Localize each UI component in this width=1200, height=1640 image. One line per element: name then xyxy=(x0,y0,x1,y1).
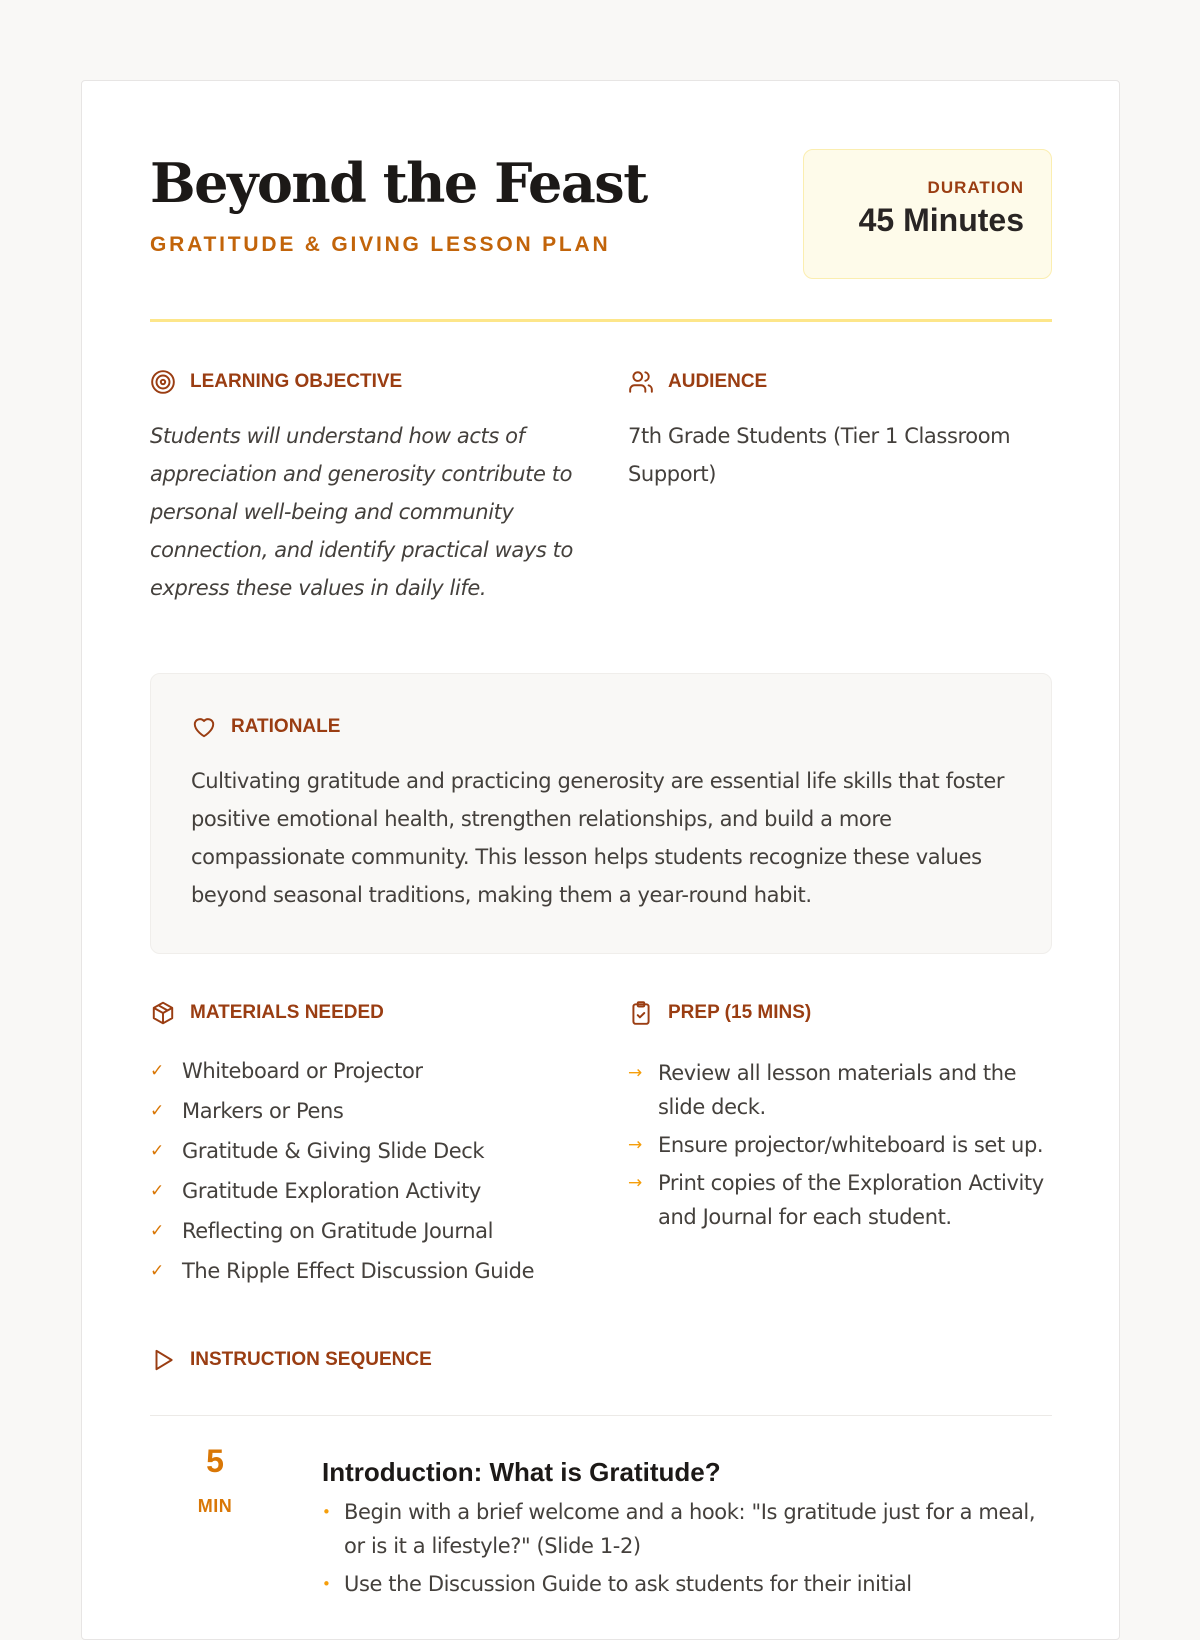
prep-step-text: Review all lesson materials and the slide deck. xyxy=(658,1061,1017,1119)
sequence-heading-label: INSTRUCTION SEQUENCE xyxy=(190,1349,432,1370)
rationale-heading-label: RATIONALE xyxy=(231,716,341,737)
list-item xyxy=(628,1056,1052,1124)
rationale-panel xyxy=(150,673,1052,954)
duration-badge xyxy=(803,149,1052,279)
header-divider xyxy=(150,319,1052,322)
list-item xyxy=(322,1495,1052,1563)
step-title: Introduction: What is Gratitude? xyxy=(322,1457,721,1487)
duration-value: 45 Minutes xyxy=(858,202,1024,238)
bullet-dot-icon: • xyxy=(322,1575,331,1593)
rationale-text: Cultivating gratitude and practicing generosity are essential life skills that foster positive emotional health, strengthen relationships, and build a more compassionate community. This lesson helps students recognize these values beyond seasonal traditions, making them a year-round habit. xyxy=(191,769,1005,907)
list-item xyxy=(628,1166,1052,1234)
list-item xyxy=(322,1567,1052,1601)
material-label: Reflecting on Gratitude Journal xyxy=(182,1219,494,1243)
list-item xyxy=(150,1091,590,1131)
list-item xyxy=(150,1131,590,1171)
check-icon: ✓ xyxy=(150,1141,164,1161)
check-icon: ✓ xyxy=(150,1061,164,1081)
materials-list xyxy=(150,1051,590,1291)
page-subtitle: GRATITUDE & GIVING LESSON PLAN xyxy=(150,233,611,256)
material-label: The Ripple Effect Discussion Guide xyxy=(182,1259,535,1283)
step-bullet-text: Begin with a brief welcome and a hook: "Is gratitude just for a meal, or is it a lifestyle?" (Slide 1-2) xyxy=(344,1500,1036,1558)
lesson-plan-card xyxy=(81,80,1120,1640)
list-item xyxy=(628,1128,1052,1162)
check-icon: ✓ xyxy=(150,1221,164,1241)
duration-label: DURATION xyxy=(927,178,1024,197)
list-item xyxy=(150,1251,590,1291)
audience-heading xyxy=(628,369,767,395)
step-bullet-text: Use the Discussion Guide to ask students for their initial xyxy=(344,1572,912,1596)
materials-heading xyxy=(150,1000,384,1026)
audience-heading-label: AUDIENCE xyxy=(668,371,768,392)
material-label: Gratitude Exploration Activity xyxy=(182,1179,481,1203)
prep-heading xyxy=(628,1000,811,1026)
package-icon xyxy=(150,1000,176,1026)
check-icon: ✓ xyxy=(150,1181,164,1201)
materials-heading-label: MATERIALS NEEDED xyxy=(190,1002,384,1023)
audience-text: 7th Grade Students (Tier 1 Classroom Support) xyxy=(628,424,1011,486)
step-minutes: 5 xyxy=(206,1443,224,1479)
prep-step-text: Ensure projector/whiteboard is set up. xyxy=(658,1133,1044,1157)
check-icon: ✓ xyxy=(150,1261,164,1281)
prep-heading-label: PREP (15 MINS) xyxy=(668,1002,812,1023)
step-minutes-unit: MIN xyxy=(197,1496,233,1516)
play-icon xyxy=(150,1347,176,1373)
objective-heading-label: LEARNING OBJECTIVE xyxy=(190,371,403,392)
arrow-right-icon: → xyxy=(628,1173,642,1193)
material-label: Gratitude & Giving Slide Deck xyxy=(182,1139,485,1163)
material-label: Markers or Pens xyxy=(182,1099,344,1123)
prep-step-text: Print copies of the Exploration Activity and Journal for each student. xyxy=(658,1171,1044,1229)
objective-heading xyxy=(150,369,402,395)
sequence-divider xyxy=(150,1415,1052,1416)
step-duration xyxy=(150,1433,280,1523)
prep-list xyxy=(628,1056,1052,1238)
list-item xyxy=(150,1211,590,1251)
sequence-heading xyxy=(150,1347,432,1373)
arrow-right-icon: → xyxy=(628,1135,642,1155)
heart-icon xyxy=(191,714,217,740)
target-icon xyxy=(150,369,176,395)
page-title: Beyond the Feast xyxy=(150,151,647,215)
objective-text: Students will understand how acts of appreciation and generosity contribute to personal well-being and community connection, and identify practical ways to express these values in daily life. xyxy=(150,424,573,600)
step-bullets xyxy=(322,1495,1052,1605)
arrow-right-icon: → xyxy=(628,1063,642,1083)
bullet-dot-icon: • xyxy=(322,1503,331,1521)
material-label: Whiteboard or Projector xyxy=(182,1059,423,1083)
list-item xyxy=(150,1171,590,1211)
rationale-heading xyxy=(191,714,340,740)
users-icon xyxy=(628,369,654,395)
clipboard-check-icon xyxy=(628,1000,654,1026)
check-icon: ✓ xyxy=(150,1101,164,1121)
list-item xyxy=(150,1051,590,1091)
